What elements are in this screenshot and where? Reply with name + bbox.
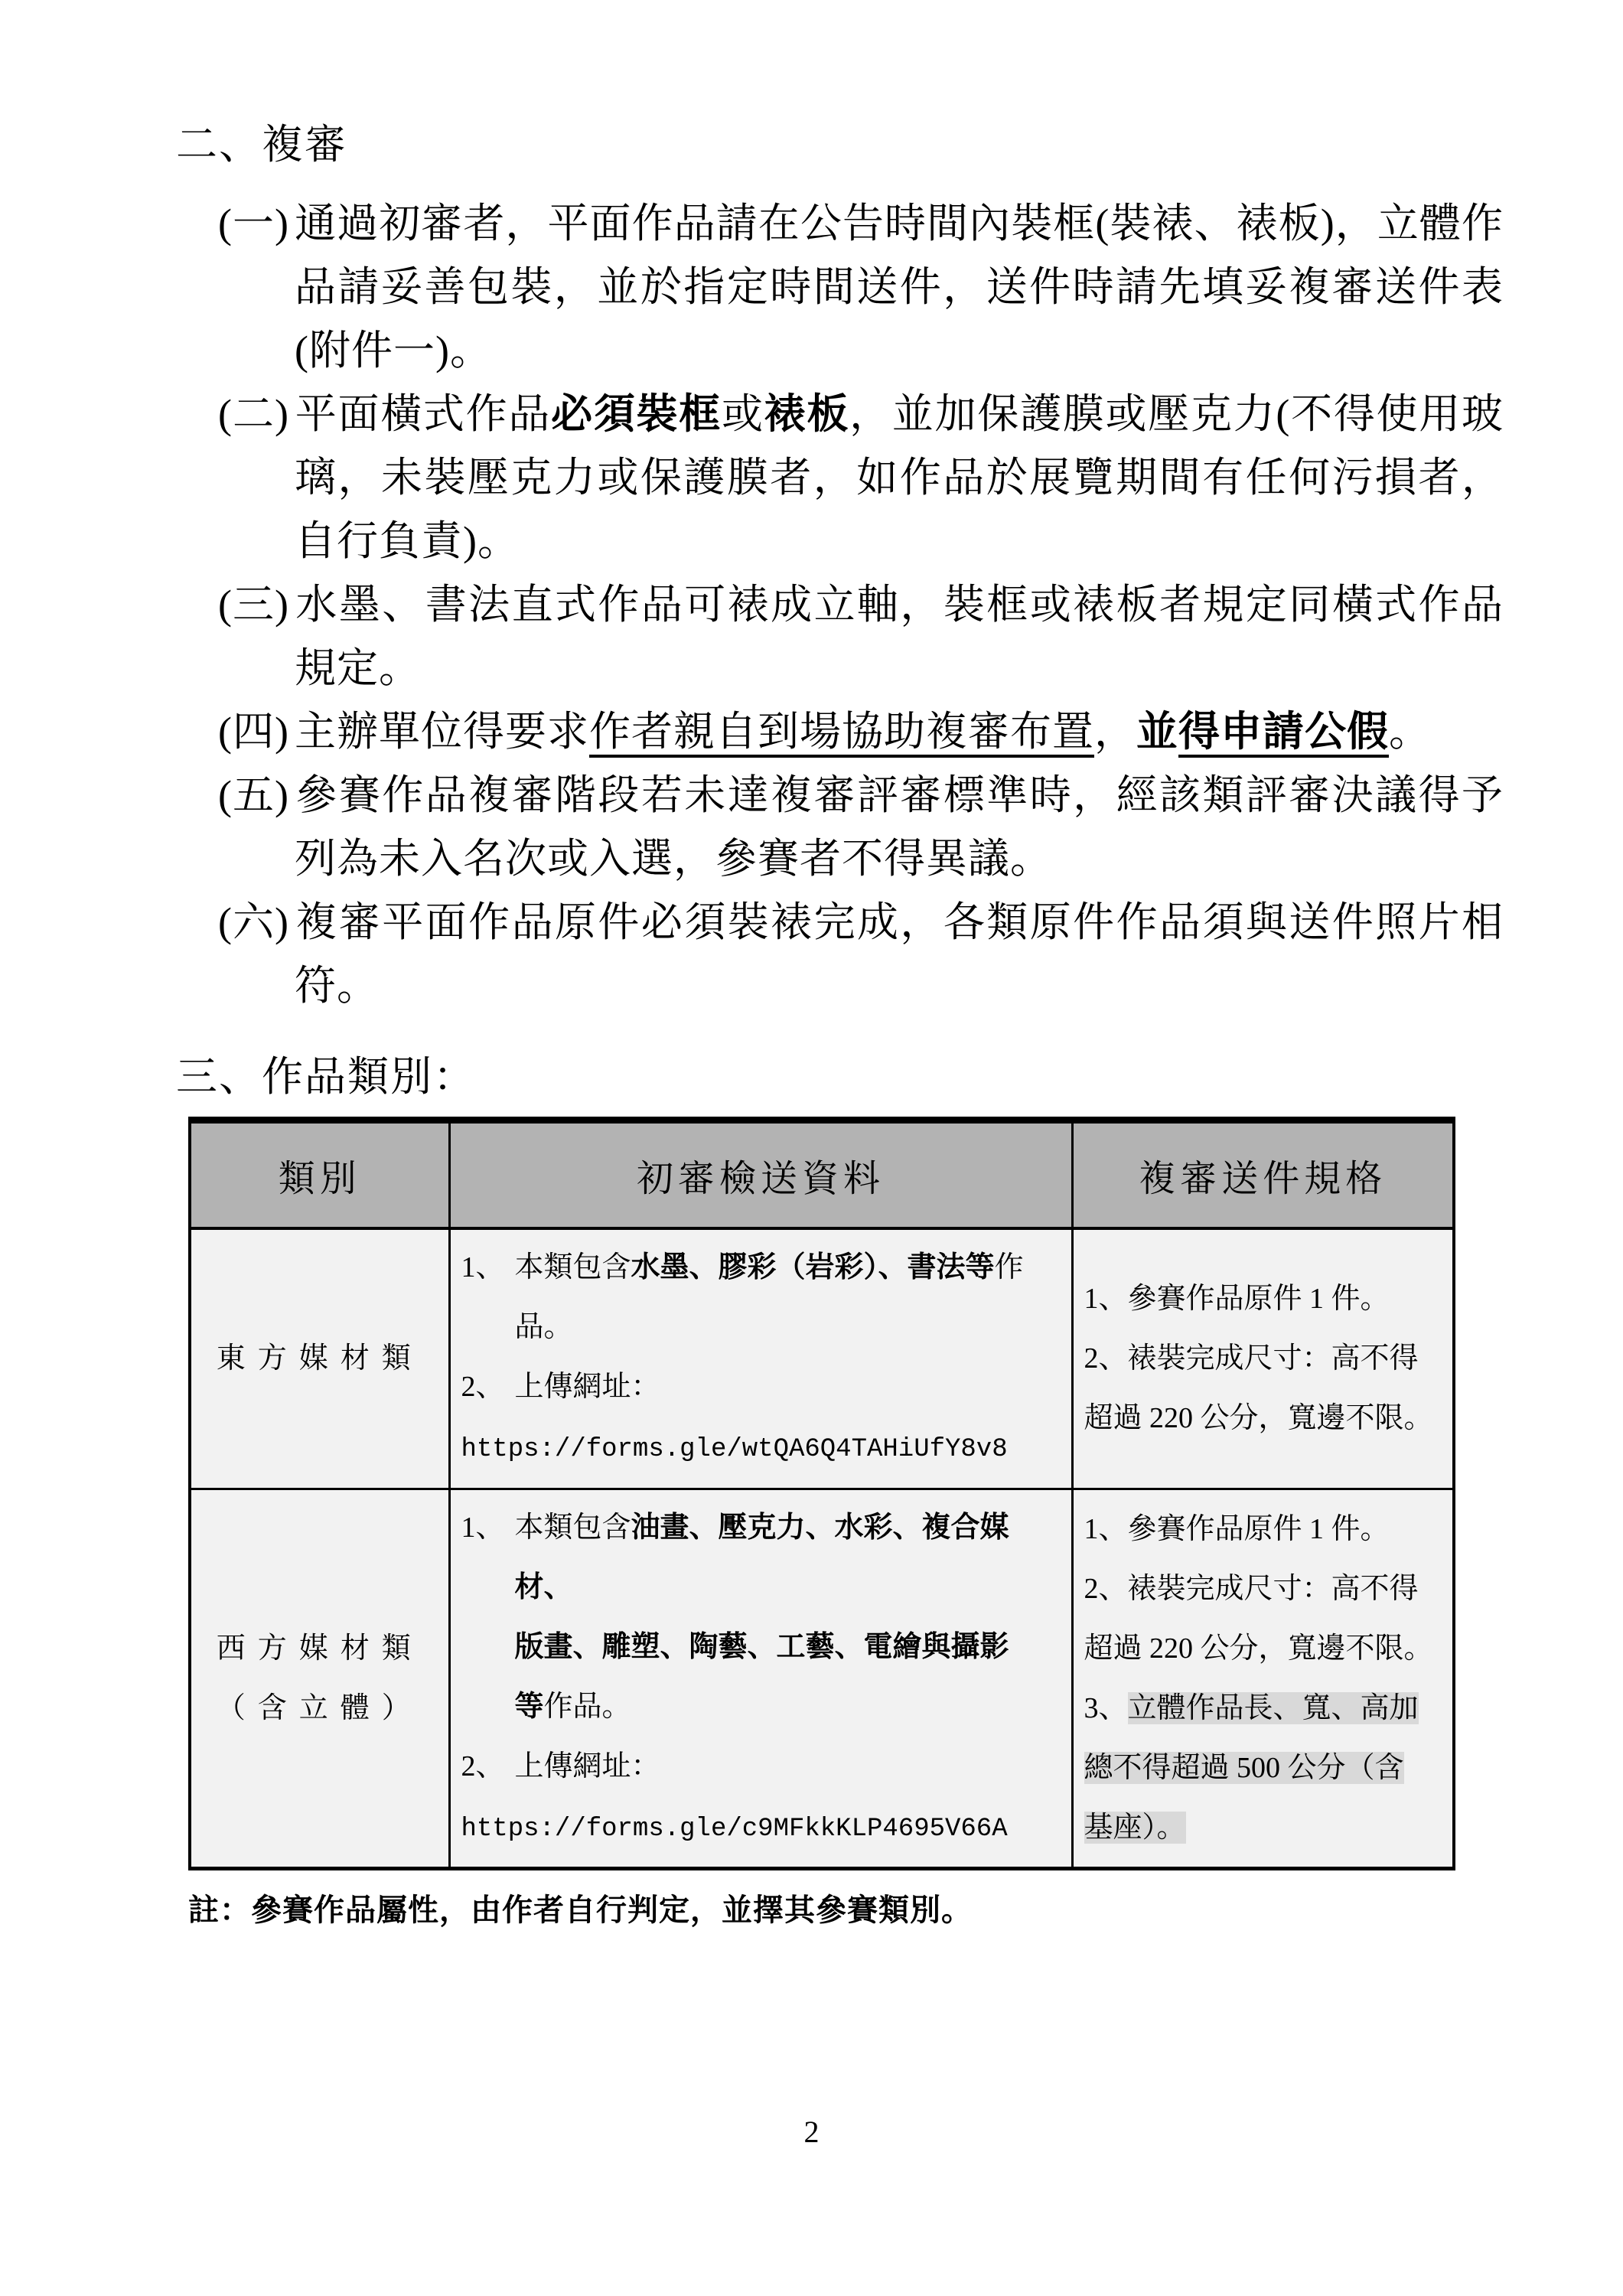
line-marker: 2、	[461, 1750, 505, 1782]
text-segment: 2、裱裝完成尺寸：高不得	[1084, 1572, 1419, 1605]
table-row-western-media	[190, 1489, 1454, 1868]
table-cell-line	[461, 1677, 1059, 1737]
list-item-marker: (一)	[218, 201, 289, 246]
text-segment: 超過 220 公分，寬邊不限。	[1084, 1632, 1433, 1665]
materials-cell	[449, 1228, 1072, 1489]
page-number: 2	[803, 2115, 820, 2149]
list-item	[218, 573, 1504, 700]
list-item	[218, 192, 1504, 383]
text-segment: 作品。	[543, 1690, 631, 1723]
text-segment: 1、參賽作品原件 1 件。	[1084, 1512, 1390, 1545]
text-segment: 得申請公假	[1178, 709, 1389, 755]
text-segment: 版畫、雕塑、陶藝、工藝、電繪與攝影	[514, 1630, 1009, 1663]
list-item-text	[295, 201, 1504, 373]
upload-url-link[interactable]: https://forms.gle/c9MFkkKLP4695V66A	[461, 1814, 1008, 1844]
table-cell-line	[461, 1357, 1059, 1417]
text-segment: 1、參賽作品原件 1 件。	[1084, 1283, 1390, 1316]
table-cell-line	[1084, 1798, 1444, 1857]
category-line: 東方媒材類	[216, 1342, 423, 1375]
list-item-marker: (二)	[218, 391, 289, 437]
text-segment: 並	[1136, 709, 1178, 755]
category-line: （含立體）	[216, 1691, 423, 1724]
text-segment: 水墨、膠彩（岩彩）、書法等	[631, 1251, 995, 1284]
table-cell-line	[1084, 1329, 1444, 1388]
text-segment: 必須裝框	[551, 391, 722, 437]
table-cell-line	[461, 1498, 1059, 1617]
text-segment: 複審平面作品原件必須裝裱完成，各類原件作品須與送件照片相符。	[295, 899, 1504, 1009]
text-segment: 油畫、壓克力、水彩、複合媒材、	[514, 1511, 1009, 1603]
list-item-text	[295, 709, 1431, 755]
col-header-category: 類別	[190, 1120, 449, 1229]
line-marker: 1、	[461, 1511, 505, 1544]
table-cell-line	[461, 1737, 1059, 1796]
col-header-initial-review-materials: 初審檢送資料	[449, 1120, 1072, 1229]
text-segment: 本類包含	[514, 1251, 631, 1284]
text-segment: 主辦單位得要求	[295, 709, 589, 755]
list-item-marker: (五)	[218, 772, 289, 818]
section-heading-categories: 三、作品類別：	[176, 1054, 476, 1100]
text-segment: 2、裱裝完成尺寸：高不得	[1084, 1342, 1419, 1375]
table-cell-line	[461, 1297, 1059, 1357]
text-segment: 通過初審者，平面作品請在公告時間內裝框(裝裱、裱板)，立體作品請妥善包裝，並於指定時間送件，送件時請先填妥複審送件表(附件一)。	[295, 201, 1504, 373]
category-table	[188, 1117, 1455, 1870]
table-cell-line	[1084, 1678, 1444, 1738]
text-segment: 立體作品長、寬、高加	[1127, 1691, 1419, 1724]
text-segment: 平面橫式作品	[295, 391, 552, 437]
category-cell	[190, 1489, 449, 1868]
table-cell-line	[1084, 1388, 1444, 1448]
line-marker: 2、	[461, 1371, 505, 1404]
table-cell-line	[1084, 1269, 1444, 1329]
table-row-eastern-media	[190, 1228, 1454, 1489]
list-item-marker: (三)	[218, 582, 289, 628]
line-marker: 1、	[461, 1251, 505, 1284]
list-item-text	[295, 391, 1504, 564]
text-segment: 3、	[1084, 1691, 1128, 1724]
list-item	[218, 891, 1504, 1018]
category-line: 西方媒材類	[216, 1632, 423, 1665]
text-segment: 上傳網址：	[514, 1371, 660, 1404]
text-segment: 水墨、書法直式作品可裱成立軸，裝框或裱板者規定同橫式作品規定。	[295, 582, 1504, 691]
materials-cell	[449, 1489, 1072, 1868]
text-segment: 超過 220 公分，寬邊不限。	[1084, 1402, 1433, 1435]
list-item-text	[295, 899, 1504, 1009]
table-cell-line	[461, 1796, 1059, 1859]
table-cell-line	[1084, 1559, 1444, 1619]
text-segment: 或	[721, 391, 764, 437]
specs-cell	[1072, 1228, 1454, 1489]
text-segment: 總不得超過 500 公分（含	[1084, 1751, 1404, 1784]
text-segment: 。	[1389, 709, 1431, 755]
list-item	[218, 764, 1504, 891]
category-cell	[190, 1228, 449, 1489]
list-item-text	[295, 582, 1504, 691]
table-cell-line	[1084, 1619, 1444, 1678]
text-segment: 等	[514, 1690, 544, 1723]
text-segment: 基座）。	[1084, 1811, 1186, 1844]
text-segment: 上傳網址：	[514, 1750, 660, 1782]
text-segment: 作	[994, 1251, 1024, 1284]
section-heading-review: 二、複審	[176, 122, 347, 168]
upload-url-link[interactable]: https://forms.gle/wtQA6Q4TAHiUfY8v8	[461, 1435, 1008, 1465]
table-cell-line	[461, 1417, 1059, 1479]
text-segment: 本類包含	[514, 1511, 631, 1544]
text-segment: ，	[1094, 709, 1136, 755]
text-segment: ，並加保護膜或壓克力(不得使用玻璃，未裝壓克力或保護膜者，如作品於展覽期間有任何污損者，自行負責)。	[295, 391, 1504, 564]
col-header-second-review-specs: 複審送件規格	[1072, 1120, 1454, 1229]
table-header-row	[190, 1120, 1454, 1229]
list-item	[218, 383, 1504, 573]
text-segment: 參賽作品複審階段若未達複審評審標準時，經該類評審決議得予列為未入名次或入選，參賽者不得異議。	[295, 772, 1504, 882]
review-item-list	[218, 192, 1504, 1018]
table-cell-line	[1084, 1499, 1444, 1559]
table-footnote: 註：參賽作品屬性，由作者自行判定，並擇其參賽類別。	[188, 1892, 973, 1927]
list-item-marker: (六)	[218, 899, 289, 945]
table-cell-line	[461, 1617, 1059, 1677]
list-item-text	[295, 772, 1504, 882]
text-segment: 品。	[514, 1311, 573, 1344]
text-segment: 裱板	[764, 391, 850, 437]
list-item-marker: (四)	[218, 709, 289, 755]
text-segment: 作者親自到場協助複審布置	[589, 709, 1094, 755]
list-item	[218, 700, 1504, 764]
table-cell-line	[461, 1238, 1059, 1297]
table-cell-line	[1084, 1738, 1444, 1798]
specs-cell	[1072, 1489, 1454, 1868]
